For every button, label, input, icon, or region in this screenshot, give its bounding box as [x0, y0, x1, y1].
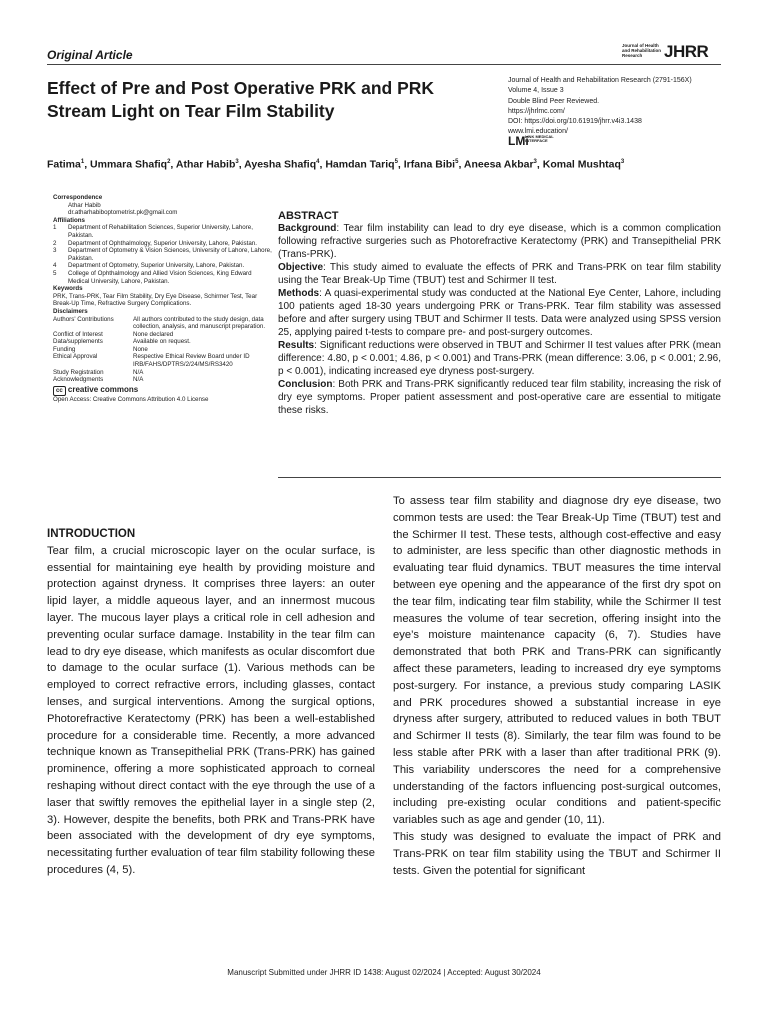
disclaimer-key: Ethical Approval — [53, 353, 98, 361]
affiliations-list — [53, 224, 273, 285]
abstract-separator: : — [319, 288, 325, 299]
disclaimer-row — [53, 353, 273, 368]
disclaimer-key: Acknowledgments — [53, 376, 104, 384]
open-access-note: Open Access: Creative Commons Attribution 4.0 License — [53, 395, 209, 403]
affiliation-number: 1 — [53, 224, 57, 232]
affiliation-item — [53, 247, 273, 262]
disclaimer-row — [53, 316, 273, 331]
abstract-separator: : — [323, 262, 330, 273]
disclaimer-value: N/A — [133, 368, 144, 376]
article-type: Original Article — [47, 48, 133, 62]
abstract-text: A quasi-experimental study was conducted at the National Eye Center, Lahore, including 100 patients aged 18-30 years undergoing PRK or Trans-PRK. Tear film stability was assessed before and after surgery using TBUT and Schirmer II tests. Data were analyzed using SPSS version 25, applying paired t-tests to compare pre- and post-surgery outcomes. — [278, 288, 721, 338]
article-title: Effect of Pre and Post Operative PRK and PRK Stream Light on Tear Film Stability — [47, 78, 435, 121]
article-sidebar — [53, 194, 273, 403]
affiliation-number: 4 — [53, 262, 57, 270]
author-name: Ayesha Shafiq — [244, 158, 317, 171]
affiliation-item — [53, 224, 273, 239]
disclaimer-row — [53, 331, 273, 339]
abstract-section — [278, 204, 721, 478]
abstract-label: Objective — [278, 262, 324, 273]
author-affiliation-mark: 3 — [235, 159, 239, 165]
correspondence-email[interactable]: dr.atharhabiboptometrist.pk@gmail.com — [68, 209, 178, 217]
abstract-text: Both PRK and Trans-PRK significantly reduced tear film stability, increasing the risk of dry eye symptoms. Proper patient assessment and post-operative care are essential to mitigate these risks. — [278, 379, 721, 416]
lmi-logo — [508, 134, 568, 148]
disclaimer-key: Funding — [53, 345, 76, 353]
disclaimer-value: None declared — [133, 330, 174, 338]
affiliation-text: Department of Ophthalmology, Superior University, Lahore, Pakistan. — [68, 239, 257, 247]
lmi-text: LINK MEDICAL INTERFACE — [525, 134, 554, 144]
affiliations-label: Affiliations — [53, 216, 85, 224]
disclaimer-key: Study Registration — [53, 368, 104, 376]
disclaimer-value: All authors contributed to the study design, data collection, analysis, and manuscript preparation. — [133, 315, 266, 331]
header-rule — [47, 64, 721, 65]
author-name: Fatima — [47, 158, 81, 171]
abstract-heading: ABSTRACT — [278, 210, 339, 222]
keywords-label: Keywords — [53, 285, 83, 293]
disclaimer-row — [53, 346, 273, 354]
abstract-objective — [278, 261, 721, 287]
journal-info-line: Journal of Health and Rehabilitation Research (2791-156X) — [508, 77, 692, 84]
intro-paragraph: To assess tear film stability and diagnose dry eye disease, two common tests are used: the Tear Break-Up Time (TBUT) test and the Schirmer II test. These tests, although cost-effective and easy to administer, are less specific than other diagnostic methods in evaluating tear fluid dynamics. TBUT measures the time interval between eye opening and the appearance of the first dry spot on the tear film, indicating tear film stability, while the Schirmer II test measures the volume of tear secretion, offering insight into the eye’s moisture maintenance capacity (6, 7). Studies have demonstrated that both PRK and Trans-PRK can significantly affect these parameters, leading to increased dry eye symptoms post-surgery. For instance, a previous study comparing LASIK and PRK procedures showed a substantial increase in eye dryness after surgery, attributed to reduced values in both TBUT and Schirmer II tests (8). Similarly, the tear film was found to be less stable after PRK with a laser than after traditional PRK (9). This variability underscores the need for a comprehensive understanding of the factors influencing post-surgical outcomes, including pre-existing ocular conditions and patient-specific variables such as age and gender (10, 11). — [393, 495, 721, 827]
abstract-label: Results — [278, 340, 315, 351]
disclaimer-key: Data/supplements — [53, 338, 103, 346]
abstract-methods — [278, 287, 721, 339]
affiliation-text: Department of Optometry, Superior University, Lahore, Pakistan. — [68, 262, 245, 270]
author-affiliation-mark: 4 — [316, 159, 320, 165]
keywords-text: PRK, Trans-PRK, Tear Film Stability, Dry Eye Disease, Schirmer Test, Tear Break-Up Time, Refractive Surgery Complications. — [53, 292, 258, 308]
author-affiliation-mark: 5 — [455, 159, 459, 165]
author-list: Fatima$^1$, Ummara Shafiq$^2$, Athar Habib$^3$, Ayesha Shafiq$^4$, Hamdan Tariq$^5$, Irfana Bibi$^5$, Aneesa Akbar$^3$, Komal Mushtaq$^3$ — [47, 158, 625, 171]
affiliation-item — [53, 240, 273, 248]
journal-info-line[interactable]: www.lmi.education/ — [508, 128, 568, 136]
submission-footer: Manuscript Submitted under JHRR ID 1438: August 02/2024 | Accepted: August 30/2024 — [227, 968, 541, 977]
author-name: Komal Mushtaq — [542, 158, 621, 171]
abstract-separator: : — [336, 223, 344, 234]
logo-big-text: JHRR — [664, 42, 709, 61]
affiliation-number: 2 — [53, 239, 57, 247]
abstract-results — [278, 339, 721, 378]
author-affiliation-mark: 1 — [80, 159, 85, 165]
cc-icon: cc — [53, 386, 66, 396]
intro-paragraph: Tear film, a crucial microscopic layer on the ocular surface, is essential for maintaining eye health by providing moisture and protection against dryness. It comprises three layers: an outer lipid layer, a middle aqueous layer, and an innermost mucous layer. The mucous layer plays a critical role in cell adhesion and preventing ocular surface damage. Instability in the tear film can lead to dry eye disease, which manifests as ocular discomfort due to damage to the ocular surface (1). Various methods can be employed to correct refractive errors, including glasses, contact lenses, and surgical interventions. Among the surgical options, Photorefractive Keratectomy (PRK) has been a well-established procedure for a considerable time. Recently, a more advanced technique known as Transepithelial PRK (Trans-PRK) has gained prominence, offering a more sophisticated approach to corneal reshaping without direct contact with the eye through the use of a laser that swiftly removes the epithelial layer in a single step (2, 3). However, despite the benefits, both PRK and Trans-PRK have been associated with the development of dry eye symptoms, necessitating further evaluation of tear film stability following these procedures (4, 5). — [47, 544, 375, 876]
introduction-heading: INTRODUCTION — [47, 528, 136, 540]
author-name: Hamdan Tariq — [325, 158, 395, 171]
abstract-label: Background — [278, 223, 337, 234]
correspondence-label: Correspondence — [53, 194, 103, 201]
disclaimer-row — [53, 338, 273, 346]
disclaimer-value: Available on request. — [133, 338, 191, 346]
disclaimer-value: N/A — [133, 376, 144, 384]
correspondence-name: Athar Habib — [68, 201, 101, 209]
disclaimer-key: Authors' Contributions — [53, 315, 114, 323]
author-affiliation-mark: 3 — [620, 159, 625, 165]
affiliation-item — [53, 270, 273, 285]
logo-small-text: Journal of Health and Rehabilitation Research — [622, 43, 662, 58]
journal-info-line[interactable]: DOI: https://doi.org/10.61919/jhrr.v4i3.1438 — [508, 118, 642, 126]
disclaimer-row — [53, 369, 273, 377]
abstract-text: Significant reductions were observed in TBUT and Schirmer II test values after PRK (mean difference: 4.80, p < 0.001; 4.86, p < 0.001) and Trans-PRK (mean difference: 3.06, p < 0.001; 2.96, p < 0.001), indicating increased eye dryness post-surgery. — [278, 340, 721, 377]
disclaimer-value: Respective Ethical Review Board under ID IRB/FAHS/DPTRS/2/24/MS/RS3420 — [133, 353, 250, 369]
disclaimer-value: None — [133, 345, 148, 353]
intro-paragraph: This study was designed to evaluate the impact of PRK and Trans-PRK on tear film stability using the TBUT and Schirmer II tests. Given the potential for significant — [393, 830, 721, 877]
author-affiliation-mark: 2 — [167, 159, 171, 165]
affiliation-number: 3 — [53, 247, 57, 255]
disclaimers-list — [53, 316, 273, 384]
disclaimer-row — [53, 376, 273, 384]
lmi-mark: LMi — [508, 134, 529, 148]
abstract-label: Conclusion — [278, 379, 333, 390]
abstract-conclusion — [278, 378, 721, 417]
journal-info-line: Volume 4, Issue 3 — [508, 87, 564, 95]
abstract-text: This study aimed to evaluate the effects of PRK and Trans-PRK on tear film stability using the Tear Break-Up Time (TBUT) test and Schirmer II test. — [278, 262, 721, 286]
author-affiliation-mark: 3 — [533, 159, 537, 165]
abstract-text: Tear film instability can lead to dry eye disease, which is a common complication following refractive surgeries such as Photorefractive Keratectomy (PRK) and Transepithelial PRK (Trans-PRK). — [278, 223, 721, 260]
journal-logo — [622, 42, 722, 62]
affiliation-text: Department of Optometry & Vision Sciences, University of Lahore, Lahore, Pakistan. — [68, 247, 272, 262]
abstract-separator: : — [332, 379, 339, 390]
author-name: Irfana Bibi — [403, 158, 456, 171]
author-name: Ummara Shafiq — [90, 158, 168, 171]
affiliation-text: Department of Rehabilitation Sciences, Superior University, Lahore, Pakistan. — [68, 224, 253, 239]
affiliation-number: 5 — [53, 269, 57, 277]
affiliation-text: College of Ophthalmology and Allied Vision Sciences, King Edward Medical University, Lahore, Pakistan. — [68, 269, 252, 285]
author-name: Aneesa Akbar — [463, 158, 534, 171]
disclaimers-label: Disclaimers — [53, 307, 88, 315]
intro-left-column — [47, 526, 375, 879]
author-affiliation-mark: 5 — [394, 159, 398, 165]
abstract-label: Methods — [278, 288, 320, 299]
author-name: Athar Habib — [175, 158, 236, 171]
intro-right-column — [393, 493, 721, 879]
disclaimer-key: Conflict of Interest — [53, 330, 103, 338]
journal-info-line: Double Blind Peer Reviewed. — [508, 97, 600, 105]
abstract-body — [278, 222, 721, 417]
abstract-background — [278, 222, 721, 261]
abstract-separator: : — [314, 340, 320, 351]
journal-info — [508, 76, 728, 138]
affiliation-item — [53, 262, 273, 270]
cc-logo-text: creative commons — [67, 384, 139, 394]
creative-commons-logo — [53, 386, 273, 396]
journal-info-line[interactable]: https://jhrlmc.com/ — [508, 107, 565, 115]
